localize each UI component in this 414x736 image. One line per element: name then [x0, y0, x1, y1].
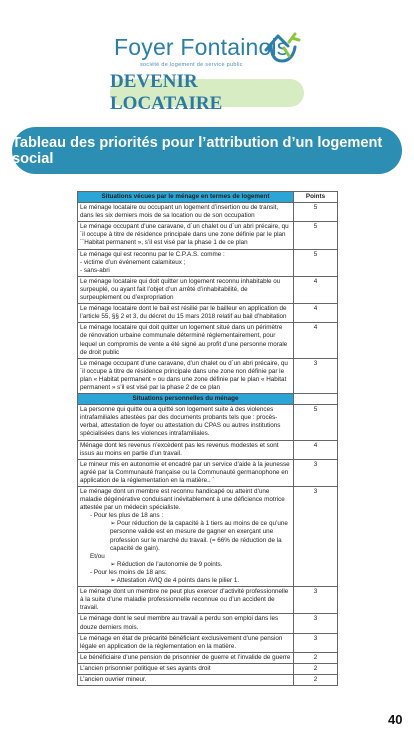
table-row: [78, 487, 338, 587]
page-heading: DEVENIR LOCATAIRE: [110, 71, 223, 114]
table-section-row: [78, 394, 338, 405]
table-row: [78, 405, 338, 440]
situation-text: Le ménage dont le seul membre au travail a perdu son emploi dans les douze derniers mois.: [80, 615, 279, 631]
table-row: [78, 222, 338, 249]
table-row: [78, 276, 338, 303]
situation-text: Le ménage en état de précarité bénéficiant exclusivement d’une pension légale en application de la réglementation en la matière.: [80, 634, 283, 650]
situation-cell: [78, 459, 294, 486]
table-row: [78, 249, 338, 276]
situation-list-item: - sans-abri: [80, 266, 110, 274]
situation-cell: [78, 614, 294, 633]
situation-detail: ➢ Pour réduction de la capacité à 1 tiers au moins de ce qu’une personne valide est en mesure de gagner en exerçant une profession sur le marché du travail. (= 66% de réduction de la capacité de gain).: [110, 520, 288, 552]
points-cell: 2: [294, 652, 338, 663]
situation-cell: [78, 440, 294, 459]
points-cell: 5: [294, 222, 338, 249]
section-banner: [12, 127, 402, 174]
table-row: [78, 459, 338, 486]
situation-cell: [78, 203, 294, 222]
points-cell: 4: [294, 323, 338, 358]
points-cell: 2: [294, 663, 338, 674]
points-cell: 4: [294, 440, 338, 459]
brand-name: Foyer Fontainois: [114, 34, 289, 60]
situation-cell: [78, 304, 294, 323]
table-row: [78, 440, 338, 459]
situation-cell: [78, 358, 294, 393]
situation-cell: [78, 487, 294, 587]
situation-detail: - Pour les moins de 18 ans:: [90, 568, 167, 576]
banner-title: Tableau des priorités pour l’attribution d’un logement social: [12, 134, 383, 167]
situation-text: Le ménage locataire qui doit quitter un logement reconnu inhabitable ou surpeuplé, ou ayant fait l’objet d’un arrêté d’inhabitabilité, de surpeuplement ou d’expropriation: [80, 277, 281, 302]
situation-cell: [78, 663, 294, 674]
situation-text: La personne qui quitte ou a quitté son logement suite à des violences intrafamiliales attestées par des documents probants tels que : procès-verbal, attestation de foyer ou attestation du CPAS ou autres institutions spécialisées dans les violences intrafamiliales.: [80, 406, 281, 438]
brand-logo: [0, 26, 414, 72]
section-header-housing: Situations vécues par le ménage en termes de logement: [78, 192, 294, 203]
situation-text: L’ancien ouvrier mineur.: [80, 675, 147, 683]
table-header-row: [78, 192, 338, 203]
section-header-personal: Situations personnelles du ménage: [78, 394, 294, 405]
situation-cell: [78, 652, 294, 663]
situation-cell: [78, 587, 294, 614]
table-row: [78, 587, 338, 614]
points-cell: 4: [294, 304, 338, 323]
house-logo-icon: [262, 30, 302, 66]
situation-text: Le ménage occupant d’une caravane, d’un chalet ou d´un abri précaire, qu´il occupe à titre de résidence principale dans une zone non définie par le plan « Habitat permanent » ou dans une zone définie par le plan « Habitat permanent » s’il est visé par la phase 2 de ce plan: [80, 359, 288, 391]
situation-detail: ➢ Réduction de l’autonomie de 9 points.: [110, 560, 223, 568]
situation-text: Le mineur mis en autonomie et encadré par un service d’aide à la jeunesse agréé par la Communauté française ou la Communauté germanophone en application de la réglementation en la matière.. ´: [80, 460, 290, 484]
table-row: [78, 614, 338, 633]
points-cell: 5: [294, 249, 338, 276]
situation-text: Le ménage dont un membre ne peut plus exercer d’activité professionnelle à la suite d’une maladie professionnelle reconnue ou d’un accident de travail.: [80, 588, 289, 612]
situation-text: Le ménage locataire dont le bail est résilié par le bailleur en application de l’article 55, §§ 2 et 3, du décret du 15 mars 2018 relatif au bail d’habitation: [80, 305, 287, 321]
priority-table: [77, 191, 338, 686]
page-heading-badge: [110, 71, 304, 114]
page-number: 40: [388, 712, 403, 727]
table-row: [78, 663, 338, 674]
situation-cell: [78, 222, 294, 249]
points-cell: 2: [294, 674, 338, 685]
table-row: [78, 203, 338, 222]
points-cell: 5: [294, 405, 338, 440]
situation-cell: [78, 249, 294, 276]
situation-cell: [78, 405, 294, 440]
table-row: [78, 358, 338, 393]
situation-detail: Et/ou: [90, 552, 105, 560]
section-header-empty: [294, 394, 338, 405]
table-row: [78, 652, 338, 663]
points-cell: 3: [294, 587, 338, 614]
points-cell: 3: [294, 459, 338, 486]
points-cell: 3: [294, 487, 338, 587]
situation-text: Le ménage qui est reconnu par le C.P.A.S. comme :: [80, 250, 225, 258]
situation-text: Le ménage locataire qui doit quitter un logement situé dans un périmètre de rénovation urbaine communale déterminé réglementairement, pour lequel un compromis de vente a été signé au profit d’une personne morale de droit public: [80, 324, 288, 356]
points-cell: 4: [294, 276, 338, 303]
situation-detail: - Pour les plus de 18 ans :: [90, 512, 164, 520]
points-cell: 3: [294, 633, 338, 652]
situation-text: L’ancien prisonnier politique et ses ayants droit: [80, 664, 211, 672]
brand-subtitle: société de logement de service public: [140, 62, 243, 68]
situation-text: Le ménage dont un membre est reconnu handicapé ou atteint d’une maladie dégénérative conduisant inévitablement à une déficience motrice attestée par un médecin spécialiste.: [80, 488, 285, 512]
points-cell: 3: [294, 358, 338, 393]
table-row: [78, 633, 338, 652]
situation-cell: [78, 276, 294, 303]
situation-cell: [78, 674, 294, 685]
table-row: [78, 323, 338, 358]
situation-text: Le bénéficiaire d’une pension de prisonnier de guerre et l’invalide de guerre: [80, 653, 291, 661]
situation-detail: ➢ Attestation AVIQ de 4 points dans le pilier 1.: [110, 577, 240, 585]
situation-text: Le ménage locataire ou occupant un logement d’insertion ou de transit, dans les six derniers mois de sa location ou de son occupation: [80, 204, 279, 220]
situation-list-item: - victime d’un événement calamiteux ;: [80, 258, 186, 266]
points-cell: 3: [294, 614, 338, 633]
points-cell: 5: [294, 203, 338, 222]
situation-text: Ménage dont les revenus n’excèdent pas les revenus modestes et sont issus au moins en partie d’un travail.: [80, 441, 279, 457]
table-row: [78, 304, 338, 323]
priority-table-body: [78, 192, 338, 686]
situation-cell: [78, 633, 294, 652]
points-header: Points: [294, 192, 338, 203]
situation-text: Le ménage occupant d’une caravane, d´un chalet ou d´un abri précaire, qu´il occupe à titre de résidence principale dans une zone définie par le plan ´´Habitat permanent », s’il est visé par la phase 1 de ce plan: [80, 223, 289, 247]
table-row: [78, 674, 338, 685]
situation-cell: [78, 323, 294, 358]
